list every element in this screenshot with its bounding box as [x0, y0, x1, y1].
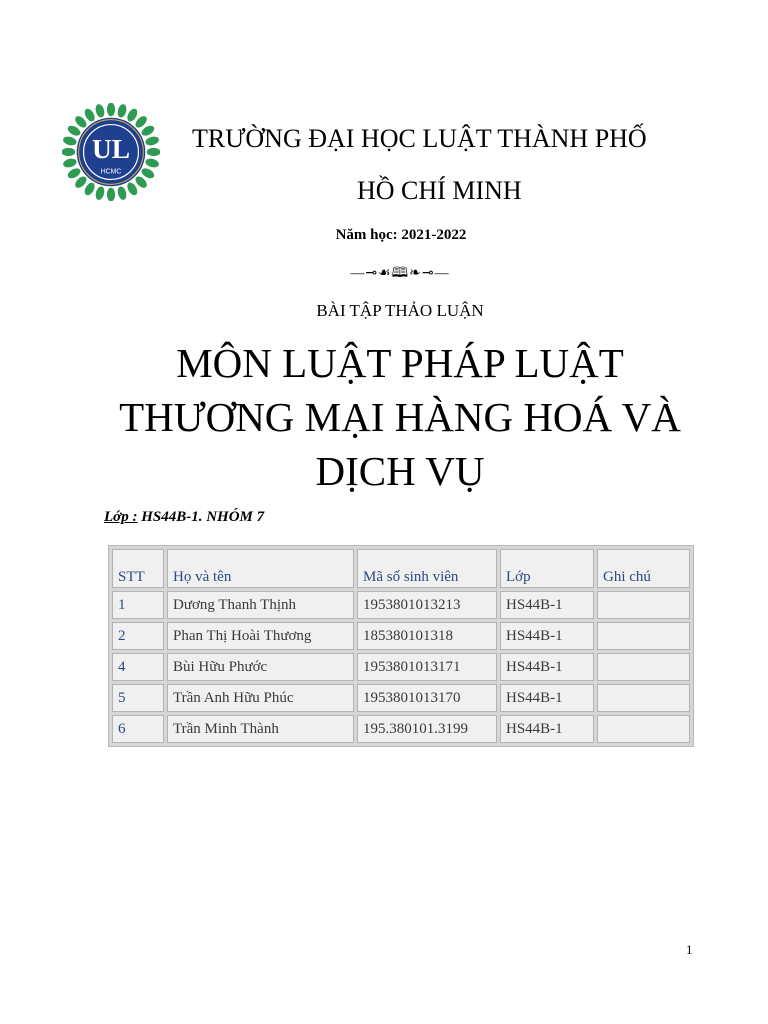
logo-leaf — [116, 103, 128, 118]
cell-name: Trần Minh Thành — [167, 715, 354, 743]
header-name: Họ và tên — [167, 549, 354, 588]
header-notes: Ghi chú — [597, 549, 690, 588]
cell-stt: 1 — [112, 591, 164, 619]
class-label: Lớp : — [104, 509, 138, 525]
cell-class: HS44B-1 — [500, 622, 594, 650]
cell-notes — [597, 684, 690, 712]
cell-stt: 2 — [112, 622, 164, 650]
class-info — [104, 509, 264, 526]
document-subtitle: BÀI TẬP THẢO LUẬN — [316, 301, 484, 320]
table-row — [112, 684, 690, 712]
logo-leaf — [147, 148, 160, 156]
school-name-line2: HỒ CHÍ MINH — [357, 176, 522, 205]
cell-student-id: 185380101318 — [357, 622, 497, 650]
cell-student-id: 1953801013170 — [357, 684, 497, 712]
university-logo — [62, 103, 160, 201]
logo-monogram: UL — [91, 133, 131, 164]
cell-notes — [597, 653, 690, 681]
logo-leaf — [94, 103, 106, 118]
cell-name: Trần Anh Hữu Phúc — [167, 684, 354, 712]
cell-class: HS44B-1 — [500, 684, 594, 712]
cell-class: HS44B-1 — [500, 715, 594, 743]
cell-stt: 6 — [112, 715, 164, 743]
book-ornament-divider: —⊸☙🕮❧⊸— — [350, 266, 450, 281]
cell-class: HS44B-1 — [500, 653, 594, 681]
logo-leaf — [144, 157, 159, 169]
logo-leaf — [62, 135, 77, 147]
page-number: 1 — [686, 942, 693, 957]
cell-notes — [597, 591, 690, 619]
cell-notes — [597, 622, 690, 650]
cell-name: Dương Thanh Thịnh — [167, 591, 354, 619]
class-value: HS44B-1. NHÓM 7 — [137, 509, 265, 525]
logo-leaf — [144, 135, 159, 147]
cell-stt: 5 — [112, 684, 164, 712]
student-table — [108, 545, 694, 747]
logo-leaf — [94, 185, 106, 200]
cell-student-id: 1953801013171 — [357, 653, 497, 681]
cell-student-id: 195.380101.3199 — [357, 715, 497, 743]
school-name-line1: TRƯỜNG ĐẠI HỌC LUẬT THÀNH PHỐ — [192, 124, 647, 153]
logo-leaf — [107, 188, 115, 201]
cell-notes — [597, 715, 690, 743]
table-row — [112, 591, 690, 619]
academic-year: Năm học: 2021-2022 — [335, 227, 467, 243]
cell-stt: 4 — [112, 653, 164, 681]
cell-name: Phan Thị Hoài Thương — [167, 622, 354, 650]
cell-name: Bùi Hữu Phước — [167, 653, 354, 681]
logo-leaf — [62, 148, 75, 156]
table-row — [112, 653, 690, 681]
logo-leaf — [62, 157, 77, 169]
logo-city: HCMC — [100, 168, 122, 176]
table-row — [112, 715, 690, 743]
table-header-row — [112, 549, 690, 588]
table-row — [112, 622, 690, 650]
document-title: MÔN LUẬT PHÁP LUẬT THƯƠNG MẠI HÀNG HOÁ VÀ DỊCH VỤ — [119, 340, 681, 494]
header-class: Lớp — [500, 549, 594, 588]
logo-leaf — [107, 103, 115, 116]
cell-student-id: 1953801013213 — [357, 591, 497, 619]
logo-leaf — [116, 185, 128, 200]
header-student-id: Mã số sinh viên — [357, 549, 497, 588]
cell-class: HS44B-1 — [500, 591, 594, 619]
header-stt: STT — [112, 549, 164, 588]
